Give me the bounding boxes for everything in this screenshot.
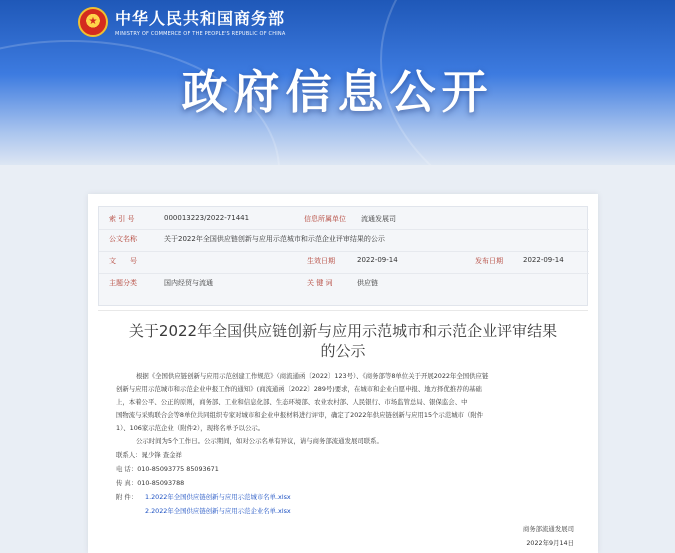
national-emblem-icon: ★ [78, 7, 108, 37]
document-card [88, 194, 598, 553]
doc-name-label: 公文名称 [109, 235, 137, 243]
contact-person: 联系人：晁少锋 查金祥 [116, 451, 182, 459]
effective-date-value: 2022-09-14 [357, 256, 398, 264]
article-title [98, 321, 588, 361]
contact-phone: 电 话：010-85093775 85093671 [116, 465, 219, 473]
unit-value: 流通发展司 [361, 215, 396, 223]
paragraph-line: 1）、106家示范企业（附件2），现将名单予以公示。 [116, 424, 265, 432]
meta-row-topic [99, 271, 589, 293]
site-logo[interactable] [78, 6, 285, 37]
article-body [98, 310, 588, 553]
meta-row-index [99, 207, 589, 229]
ministry-name-cn: 中华人民共和国商务部 [115, 9, 286, 28]
article-title-line: 的公示 [320, 342, 366, 360]
paragraph-line: 上，本着公平、公正的原则，商务部、工业和信息化部、生态环境部、农业农村部、人民银行、市场监管总局、银保监会、中 [116, 398, 468, 406]
index-label: 索 引 号 [109, 215, 135, 223]
meta-row-name [99, 227, 589, 249]
attachment-link-enterprises[interactable]: 2.2022年全国供应链创新与应用示范企业名单.xlsx [145, 507, 291, 515]
page-headline: 政府信息公开 [181, 65, 494, 119]
attachment-link-cities[interactable]: 1.2022年全国供应链创新与应用示范城市名单.xlsx [145, 493, 291, 501]
index-value: 000013223/2022-71441 [164, 214, 250, 222]
doc-number-label: 文 号 [109, 257, 137, 265]
keyword-value: 供应链 [357, 279, 378, 287]
contact-fax: 传 真：010-85093788 [116, 479, 185, 487]
meta-row-dates [99, 249, 589, 271]
doc-name-value: 关于2022年全国供应链创新与应用示范城市和示范企业评审结果的公示 [164, 235, 385, 243]
header-banner [0, 0, 675, 165]
paragraph-line: 创新与应用示范城市和示范企业申报工作的通知》(商流通函〔2022〕289号)要求，在城市和企业自愿申报、地方择优推荐的基础 [116, 385, 482, 393]
attachments-label: 附 件： [116, 493, 138, 501]
paragraph-line: 国物流与采购联合会等8单位共同组织专家对城市和企业申报材料进行评审，确定了2022年供应链创新与应用15个示范城市（附件 [116, 411, 484, 419]
effective-date-label: 生效日期 [307, 257, 335, 265]
notice-period-text: 公示时间为5个工作日。公示期间，如对公示名单有异议，请与商务部流通发展司联系。 [136, 437, 383, 445]
topic-value: 国内经贸与流通 [164, 279, 213, 287]
publish-date-label: 发布日期 [475, 257, 503, 265]
article-title-line: 关于2022年全国供应链创新与应用示范城市和示范企业评审结果 [128, 322, 558, 340]
document-meta-table [98, 206, 588, 306]
unit-label: 信息所属单位 [304, 215, 346, 223]
ministry-name-en: MINISTRY OF COMMERCE OF THE PEOPLE'S REPUBLIC OF CHINA [115, 31, 286, 37]
signature-org: 商务部流通发展司 [522, 525, 574, 533]
publish-date-value: 2022-09-14 [523, 256, 564, 264]
keyword-label: 关 键 词 [307, 279, 333, 287]
signature-date: 2022年9月14日 [526, 539, 574, 547]
topic-label: 主题分类 [109, 279, 137, 287]
paragraph-line: 根据《全国供应链创新与应用示范创建工作规范》（商流通函〔2022〕123号）、《商务部等8单位关于开展2022年全国供应链 [136, 372, 489, 380]
